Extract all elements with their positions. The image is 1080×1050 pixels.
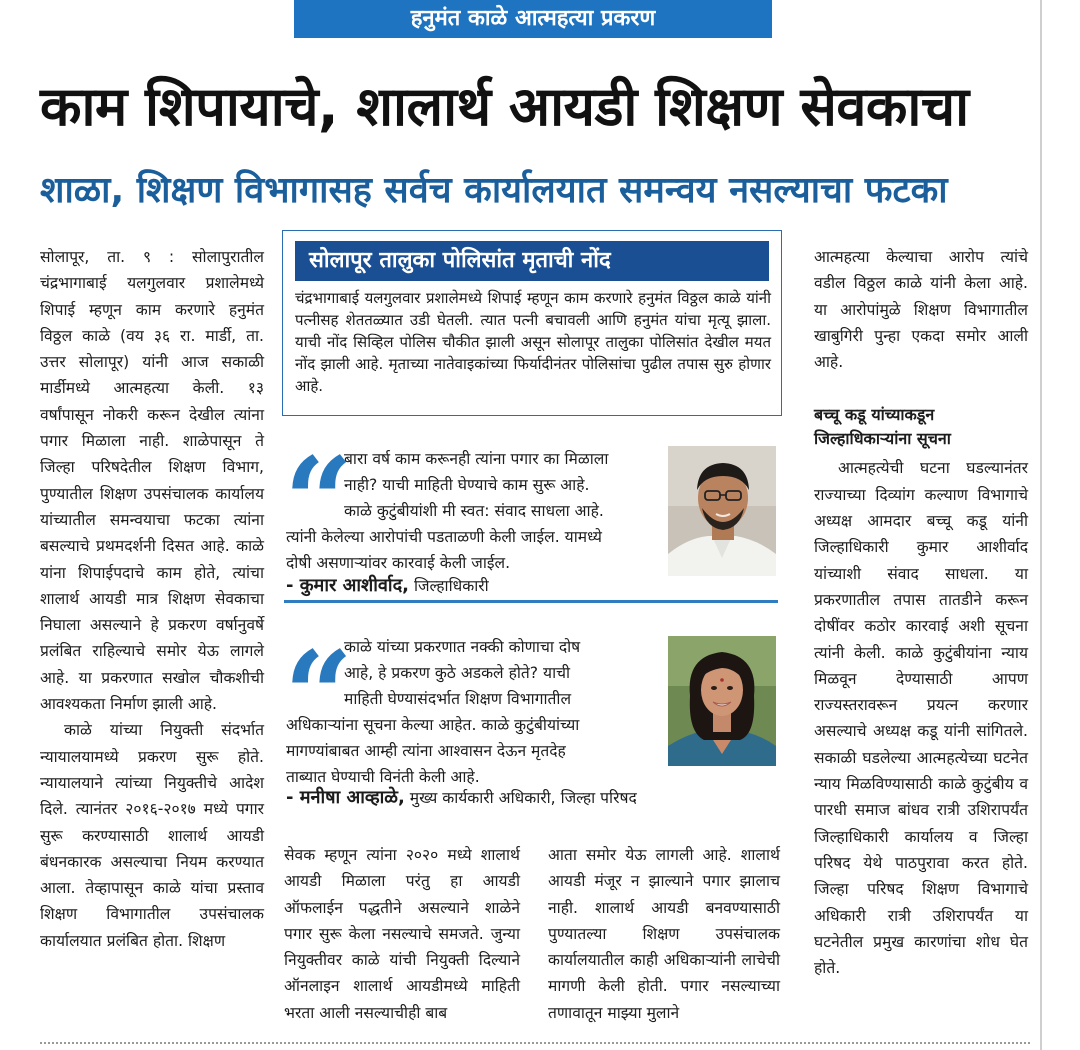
quote-1-role: जिल्हाधिकारी xyxy=(408,577,489,595)
quote-separator xyxy=(284,600,778,603)
quote-line: ताब्यात घेण्याची विनंती केली आहे. xyxy=(286,768,480,786)
quote-line: माहिती घेण्यासंदर्भात शिक्षण विभागातील xyxy=(344,690,572,708)
quote-line: अधिकाऱ्यांना सूचना केल्या आहेत. काळे कुटुंबीयांच्या xyxy=(286,716,580,734)
portrait-woman-icon xyxy=(668,636,776,766)
quote-line: मागण्यांबाबत आम्ही त्यांना आश्वासन देऊन मृतदेह xyxy=(286,742,566,760)
headline: काम शिपायाचे, शालार्थ आयडी शिक्षण सेवकाचा xyxy=(40,75,969,138)
column-rule xyxy=(1040,0,1042,1050)
box-title: सोलापूर तालुका पोलिसांत मृताची नोंद xyxy=(295,241,769,281)
quote-line: नाही? याची माहिती घेण्याचे काम सुरू आहे. xyxy=(344,476,590,494)
quote-1-name: - कुमार आशीर्वाद, xyxy=(286,575,409,596)
quote-2-name: - मनीषा आव्हाळे, xyxy=(286,787,405,808)
quote-line: बारा वर्ष काम करूनही त्यांना पगार का मिळाला xyxy=(344,450,609,468)
quote-1-attribution xyxy=(286,574,676,598)
quote-1-text-top xyxy=(344,446,674,524)
quote-2-text-top xyxy=(344,634,664,712)
subheadline: शाळा, शिक्षण विभागासह सर्वच कार्यालयात समन्वय नसल्याचा फटका xyxy=(40,170,948,211)
article-column-3 xyxy=(548,842,780,1026)
ceo-photo xyxy=(668,636,776,766)
quote-mark-icon: “ xyxy=(284,625,354,766)
quote-line: काळे यांच्या प्रकरणात नक्की कोणाचा दोष xyxy=(344,638,581,656)
quote-mark-icon: “ xyxy=(284,431,354,572)
kicker-banner: हनुमंत काळे आत्महत्या प्रकरण xyxy=(294,0,772,38)
article-paragraph: सेवक म्हणून त्यांना २०२० मध्ये शालार्थ आयडी मिळाला परंतु हा आयडी ऑफलाईन पद्धतीने असल्याने शाळेने पगार सुरू केला नसल्याचे समजते. जुन्या नियुक्तीवर काळे यांची नियुक्ती दिल्याने ऑनलाइन शालार्थ आयडीमध्ये माहिती भरता आली नसल्याचीही बाब xyxy=(284,846,520,1022)
quote-2-text-bottom xyxy=(286,712,666,790)
quote-line: आहे, हे प्रकरण कुठे अडकले होते? याची xyxy=(344,664,571,682)
article-column-4 xyxy=(814,244,1028,981)
box-body: चंद्रभागाबाई यलगुलवार प्रशालेमध्ये शिपाई म्हणून काम करणारे हनुमंत विठ्ठल काळे यांनी पत्नीसह शेततळ्यात उडी घेतली. त्यात पत्नी बचावली आणि हनुमंत यांचा मृत्यू झाला. याची नोंद सिव्हिल पोलिस चौकीत झाली असून सोलापूर तालुका पोलिसांत देखील मयत नोंद झाली आहे. मृताच्या नातेवाइकांच्या फिर्यादीनंतर पोलिसांचा पुढील तपास सुरु होणार आहे. xyxy=(295,289,771,395)
article-column-1 xyxy=(40,244,264,954)
page-bottom-divider xyxy=(40,1042,1030,1044)
article-paragraph: आता समोर येऊ लागली आहे. शालार्थ आयडी मंजूर न झाल्याने पगार झालाच नाही. शालार्थ आयडी बनवण्यासाठी पुण्यातल्या शिक्षण उपसंचालक कार्यालयातील काही अधिकाऱ्यांनी लाचेची मागणी केली होती. पगार नसल्याच्या तणावातून माझ्या मुलाने xyxy=(548,846,780,1022)
quote-line: काळे कुटुंबीयांशी मी स्वत: संवाद साधला आहे. xyxy=(344,502,604,520)
side-subheading: बच्चू कडू यांच्याकडून जिल्हाधिकाऱ्यांना सूचना xyxy=(814,405,951,449)
article-paragraph: सोलापूर, ता. ९ : सोलापुरातील चंद्रभागाबाई यलगुलवार प्रशालेमध्ये शिपाई म्हणून काम करणारे हनुमंत विठ्ठल काळे (वय ३६ रा. मार्डी, ता. उत्तर सोलापूर) यांनी आज सकाळी मार्डीमध्ये आत्महत्या केली. १३ वर्षांपासून नोकरी करून देखील त्यांना पगार मिळाला नाही. शाळेपासून ते जिल्हा परिषदेतील शिक्षण विभाग, पुण्यातील शिक्षण उपसंचालक कार्यालय यांच्यातील समन्वयाचा फटका त्यांना बसल्याचे प्रथमदर्शनी दिसत आहे. काळे यांना शिपाईपदाचे काम होते, त्यांचा शालार्थ आयडी मात्र शिक्षण सेवकाचा निघाला असल्याने हे प्रकरण वर्षानुवर्षे प्रलंबित राहिल्याचे समोर येऊ लागले आहे. या प्रकरणात सखोल चौकशीची आवश्यकता निर्माण झाली आहे. xyxy=(40,248,264,714)
quote-2-role: मुख्य कार्यकारी अधिकारी, जिल्हा परिषद xyxy=(404,789,637,807)
collector-photo xyxy=(668,446,776,576)
quote-1-text-bottom xyxy=(286,524,676,576)
quote-2-attribution xyxy=(286,786,776,810)
article-paragraph: आत्महत्येची घटना घडल्यानंतर राज्याच्या दिव्यांग कल्याण विभागाचे अध्यक्ष आमदार बच्चू कडू यांनी जिल्हाधिकारी कुमार आशीर्वाद यांच्याशी संवाद साधला. या प्रकरणातील तपास तातडीने करून दोषींवर कठोर कारवाई अशी सूचना त्यांनी केली. काळे कुटुंबीयांना न्याय मिळवून देण्यासाठी आपण राज्यस्तरावरून प्रयत्न करणार असल्याचे अध्यक्ष कडू यांनी सांगितले. सकाळी घडलेल्या आत्महत्येच्या घटनेत न्याय मिळविण्यासाठी काळे कुटुंबीय व पारधी समाज बांधव रात्री उशिरापर्यंत जिल्हाधिकारी कार्यालय व जिल्हा परिषद येथे पाठपुरावा करत होते. जिल्हा परिषद शिक्षण विभागाचे अधिकारी रात्री उशिरापर्यंत या घटनेतील प्रमुख कारणांचा शोध घेत होते. xyxy=(814,459,1028,978)
police-note-box xyxy=(282,230,782,416)
quote-line: त्यांनी केलेल्या आरोपांची पडताळणी केली जाईल. यामध्ये xyxy=(286,528,602,546)
article-paragraph: काळे यांच्या नियुक्ती संदर्भात न्यायालयामध्ये प्रकरण सुरू होते. न्यायालयाने त्यांच्या नियुक्तीचे आदेश दिले. त्यानंतर २०१६-२०१७ मध्ये पगार सुरू करण्यासाठी शालार्थ आयडी बंधनकारक असल्याचा नियम करण्यात आला. तेव्हापासून काळे यांचा प्रस्ताव शिक्षण विभागातील उपसंचालक कार्यालयात प्रलंबित होता. शिक्षण xyxy=(40,721,264,950)
portrait-man-icon xyxy=(668,446,776,576)
quote-line: दोषी असणाऱ्यांवर कारवाई केली जाईल. xyxy=(286,554,511,572)
article-paragraph: आत्महत्या केल्याचा आरोप त्यांचे वडील विठ्ठल काळे यांनी केला आहे. या आरोपांमुळे शिक्षण विभागातील खाबुगिरी पुन्हा एकदा समोर आली आहे. xyxy=(814,248,1028,372)
article-column-2 xyxy=(284,842,520,1026)
